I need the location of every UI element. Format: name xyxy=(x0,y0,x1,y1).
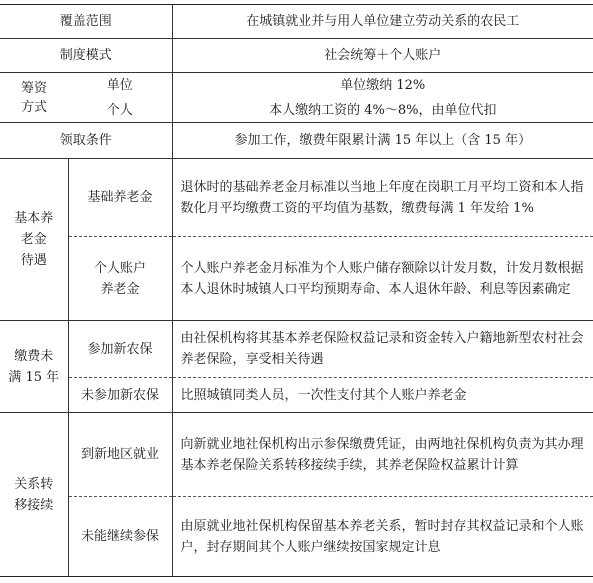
under15-label xyxy=(0,321,68,413)
conditions-label: 领取条件 xyxy=(0,123,172,159)
row-under15-join xyxy=(0,321,593,378)
coverage-value: 在城镇就业并与用人单位建立劳动关系的农民工 xyxy=(172,5,593,39)
row-conditions xyxy=(0,123,593,159)
row-mode xyxy=(0,39,593,73)
under15-label-line1: 缴费未 xyxy=(14,348,54,364)
basic-label: 基础养老金 xyxy=(68,159,172,237)
row-personal-pension xyxy=(0,237,593,321)
not-join-label: 未参加新农保 xyxy=(68,378,172,413)
cannot-value: 由原就业地社保机构保留基本养老关系，暂时封存其权益记录和个人账户，封存期间其个人账户继续按国家规定计息 xyxy=(172,497,593,577)
join-label: 参加新农保 xyxy=(68,321,172,378)
personal-value: 个人账户养老金月标准为个人账户储存额除以计发月数，计发月数根据本人退休时城镇人口平均预期寿命、本人退休年龄、利息等因素确定 xyxy=(172,237,593,321)
under15-label-line2: 满 15 年 xyxy=(8,369,60,385)
basic-pension-label-line2: 老金 xyxy=(20,232,47,247)
mode-value: 社会统筹＋个人账户 xyxy=(172,39,593,73)
row-basic-pension xyxy=(0,159,593,237)
transfer-label-line2: 移接续 xyxy=(14,497,54,513)
cannot-label: 未能继续参保 xyxy=(68,497,172,577)
funding-unit-label: 单位 xyxy=(68,73,172,99)
basic-pension-label xyxy=(0,159,68,321)
join-value: 由社保机构将其基本养老保险权益记录和资金转入户籍地新型农村社会养老保险，享受相关待遇 xyxy=(172,321,593,378)
not-join-value: 比照城镇同类人员，一次性支付其个人账户养老金 xyxy=(172,378,593,413)
row-transfer-cannot xyxy=(0,497,593,577)
pension-policy-table xyxy=(0,4,593,577)
basic-value: 退休时的基础养老金月标准以当地上年度在岗职工月平均工资和本人指数化月平均缴费工资的平均值为基数，缴费每满 1 年发给 1% xyxy=(172,159,593,237)
personal-label-line1: 个人账户 xyxy=(94,260,147,276)
coverage-label: 覆盖范围 xyxy=(0,5,172,39)
basic-pension-label-line3: 待遇 xyxy=(20,253,47,268)
funding-person-value: 本人缴纳工资的 4%～8%，由单位代扣 xyxy=(172,99,593,123)
funding-label-line2: 方式 xyxy=(20,99,47,115)
row-funding-unit xyxy=(0,73,593,99)
basic-pension-label-line1: 基本养 xyxy=(14,211,54,226)
funding-unit-value: 单位缴纳 12% xyxy=(172,73,593,99)
funding-label xyxy=(0,73,68,123)
row-funding-person xyxy=(0,99,593,123)
conditions-value: 参加工作，缴费年限累计满 15 年以上（含 15 年） xyxy=(172,123,593,159)
mode-label: 制度模式 xyxy=(0,39,172,73)
transfer-label xyxy=(0,413,68,577)
row-coverage xyxy=(0,5,593,39)
new-area-label: 到新地区就业 xyxy=(68,413,172,497)
row-under15-not-join xyxy=(0,378,593,413)
new-area-value: 向新就业地社保机构出示参保缴费凭证，由两地社保机构负责为其办理基本养老保险关系转移接续手续，其养老保险权益累计计算 xyxy=(172,413,593,497)
personal-label xyxy=(68,237,172,321)
funding-label-line1: 筹资 xyxy=(20,80,47,96)
row-transfer-new-area xyxy=(0,413,593,497)
transfer-label-line1: 关系转 xyxy=(14,476,54,492)
funding-person-label: 个人 xyxy=(106,102,133,118)
personal-label-line2: 养老金 xyxy=(100,281,140,297)
